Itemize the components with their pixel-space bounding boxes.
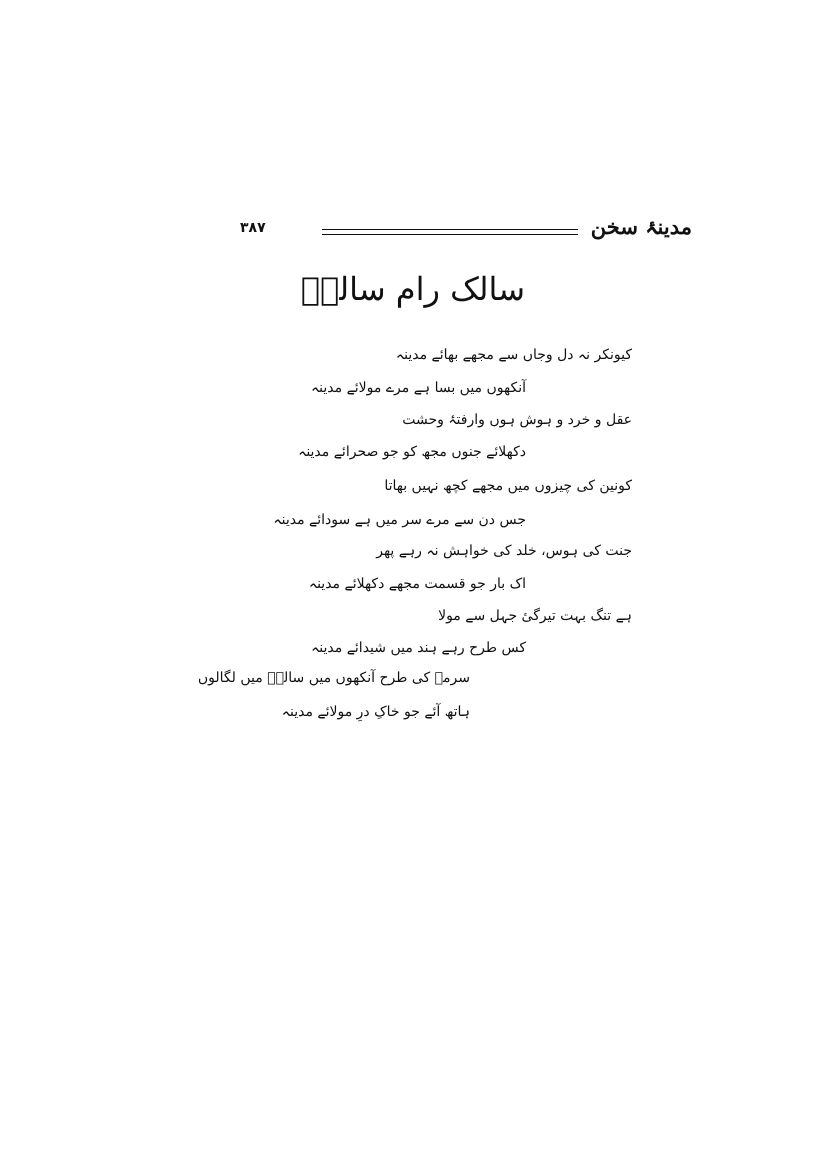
verse-line: عقل و خرد و ہوش ہوں وارفتۂ وحشت [402,412,632,428]
verse-line: اک بار جو قسمت مجھے دکھلائے مدینہ [308,576,526,592]
verse-line: آنکھوں میں بسا ہے مرے مولائے مدینہ [310,380,526,396]
verse-line: دکھلائے جنوں مجھ کو جو صحرائے مدینہ [298,444,526,460]
verse-line: کونین کی چیزوں میں مجھے کچھ نہیں بھاتا [384,478,632,494]
page-number: ۳۸۷ [240,220,266,236]
book-title: مدینۂ سخن [590,214,692,239]
poet-name-heading: سالک رام سالکؔ [300,270,526,308]
verse-line: ہاتھ آئے جو خاکِ درِ مولائے مدینہ [281,704,470,720]
verse-line: کس طرح رہے ہند میں شیدائے مدینہ [311,640,526,656]
verse-line: کیونکر نہ دل وجاں سے مجھے بھائے مدینہ [395,347,632,363]
verse-line: جس دن سے مرے سر میں ہے سودائے مدینہ [273,512,526,528]
verse-line: جنت کی ہوس، خلد کی خواہش نہ رہے پھر [376,543,632,559]
verse-line: سرمے کی طرح آنکھوں میں سالکؔ میں لگالوں [197,670,470,686]
verse-line: ہے تنگ بہت تیرگیٔ جہل سے مولا [438,608,632,624]
